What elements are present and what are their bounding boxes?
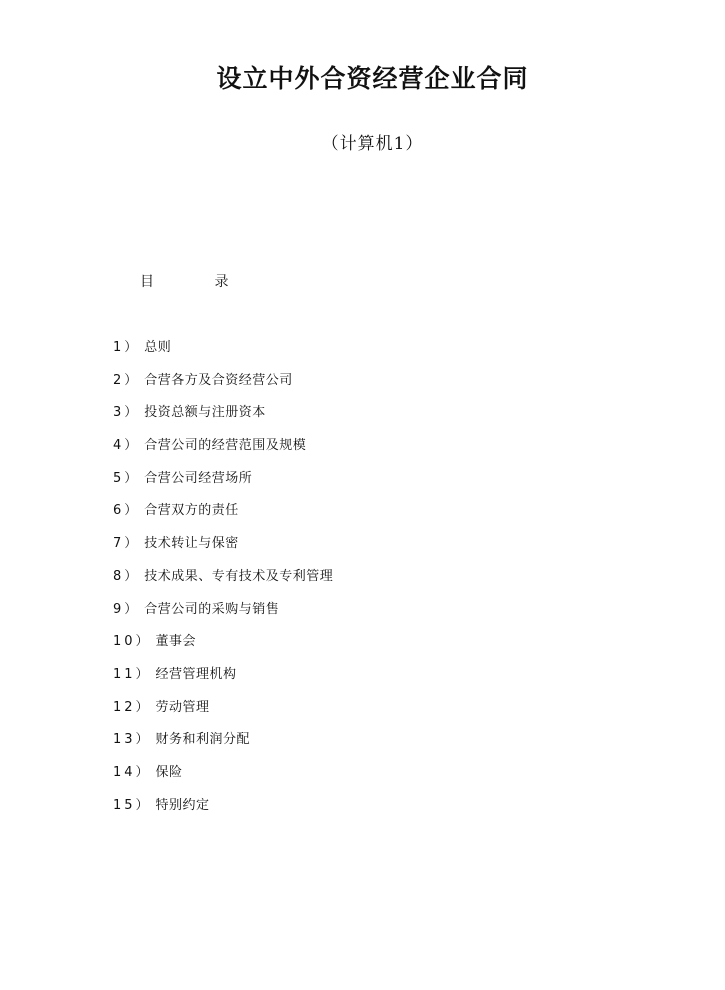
toc-item-text: 特别约定	[155, 797, 210, 813]
toc-item-text: 经营管理机构	[155, 666, 237, 682]
toc-item	[113, 633, 333, 666]
toc-item	[113, 797, 333, 830]
toc-item-number: 5）	[113, 470, 141, 486]
toc-item-text: 投资总额与注册资本	[144, 405, 266, 421]
toc-item-text: 合营公司的经营范围及规模	[144, 438, 307, 454]
table-of-contents	[113, 339, 333, 829]
toc-item-text: 合营公司经营场所	[144, 470, 253, 486]
toc-item	[113, 339, 333, 372]
toc-item-number: 2）	[113, 372, 141, 388]
toc-item-number: 12）	[113, 699, 152, 715]
toc-item-text: 合营双方的责任	[144, 503, 239, 519]
toc-item-number: 1）	[113, 340, 141, 355]
toc-item-number: 9）	[113, 601, 141, 617]
document-subtitle: （计算机1）	[321, 134, 424, 154]
toc-item-number: 7）	[113, 536, 141, 552]
toc-item-number: 8）	[113, 568, 141, 584]
toc-item-number: 6）	[113, 503, 141, 519]
toc-item	[113, 568, 333, 601]
toc-item	[113, 470, 333, 503]
toc-item-text: 保险	[155, 764, 183, 780]
toc-item	[113, 437, 333, 470]
toc-item-text: 合营公司的采购与销售	[144, 601, 280, 617]
toc-item-number: 13）	[113, 732, 152, 748]
toc-item-text: 总则	[144, 340, 172, 355]
toc-item-text: 技术转让与保密	[144, 536, 239, 552]
toc-item-text: 劳动管理	[155, 699, 210, 715]
toc-item	[113, 535, 333, 568]
toc-item	[113, 601, 333, 634]
document-title: 设立中外合资经营企业合同	[216, 64, 529, 93]
toc-item	[113, 666, 333, 699]
toc-item	[113, 764, 333, 797]
toc-item-text: 技术成果、专有技术及专利管理	[144, 568, 334, 584]
toc-item	[113, 404, 333, 437]
toc-item-number: 14）	[113, 764, 152, 780]
toc-item-number: 15）	[113, 797, 152, 813]
toc-item-text: 合营各方及合资经营公司	[144, 372, 293, 388]
toc-item-number: 11）	[113, 666, 152, 682]
toc-item-text: 财务和利润分配	[155, 732, 251, 748]
toc-item	[113, 699, 333, 732]
toc-item-text: 董事会	[155, 634, 197, 650]
toc-item	[113, 731, 333, 764]
toc-heading: 目 录	[140, 274, 257, 290]
toc-item	[113, 372, 333, 405]
toc-item	[113, 502, 333, 535]
toc-item-number: 4）	[113, 438, 141, 454]
toc-item-number: 3）	[113, 405, 141, 421]
toc-item-number: 10）	[113, 634, 152, 650]
